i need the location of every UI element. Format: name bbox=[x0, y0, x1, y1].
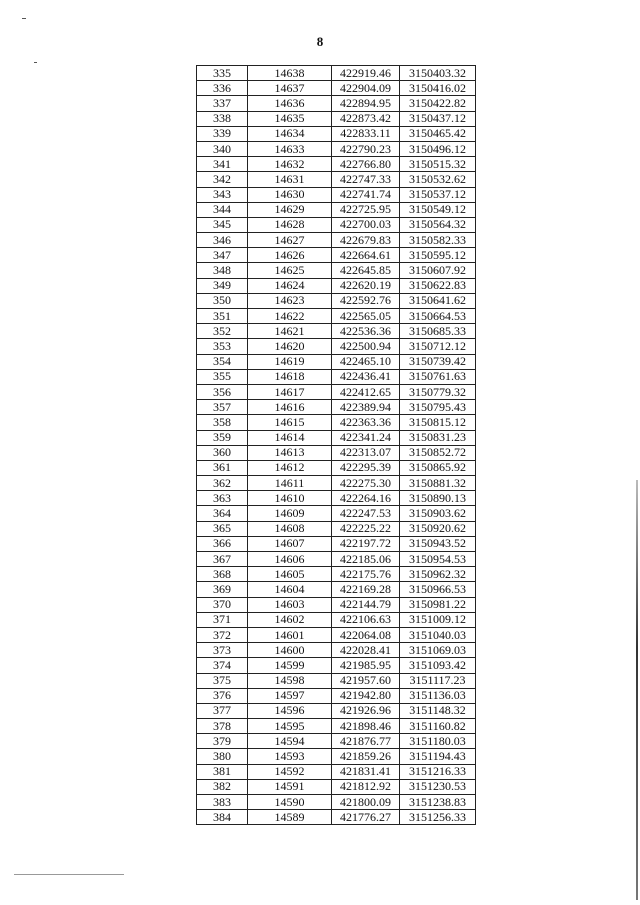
table-row bbox=[197, 293, 476, 308]
y-coordinate-cell: 3151194.43 bbox=[400, 749, 476, 764]
point-number-cell: 360 bbox=[197, 445, 248, 460]
point-id-cell: 14605 bbox=[248, 567, 332, 582]
x-coordinate-cell: 422275.30 bbox=[332, 476, 400, 491]
point-id-cell: 14632 bbox=[248, 157, 332, 172]
table-row bbox=[197, 217, 476, 232]
y-coordinate-cell: 3150465.42 bbox=[400, 126, 476, 141]
point-id-cell: 14619 bbox=[248, 354, 332, 369]
point-number-cell: 368 bbox=[197, 567, 248, 582]
point-id-cell: 14591 bbox=[248, 779, 332, 794]
y-coordinate-cell: 3151136.03 bbox=[400, 688, 476, 703]
point-id-cell: 14612 bbox=[248, 460, 332, 475]
point-id-cell: 14631 bbox=[248, 172, 332, 187]
point-number-cell: 384 bbox=[197, 810, 248, 825]
y-coordinate-cell: 3150815.12 bbox=[400, 415, 476, 430]
point-number-cell: 355 bbox=[197, 369, 248, 384]
point-id-cell: 14606 bbox=[248, 552, 332, 567]
point-id-cell: 14629 bbox=[248, 202, 332, 217]
x-coordinate-cell: 421859.26 bbox=[332, 749, 400, 764]
table-row bbox=[197, 688, 476, 703]
point-number-cell: 379 bbox=[197, 734, 248, 749]
point-number-cell: 375 bbox=[197, 673, 248, 688]
point-number-cell: 378 bbox=[197, 719, 248, 734]
point-id-cell: 14617 bbox=[248, 384, 332, 399]
y-coordinate-cell: 3150981.22 bbox=[400, 597, 476, 612]
point-id-cell: 14596 bbox=[248, 703, 332, 718]
point-number-cell: 343 bbox=[197, 187, 248, 202]
point-number-cell: 361 bbox=[197, 460, 248, 475]
point-number-cell: 363 bbox=[197, 491, 248, 506]
point-id-cell: 14593 bbox=[248, 749, 332, 764]
point-number-cell: 344 bbox=[197, 202, 248, 217]
x-coordinate-cell: 421876.77 bbox=[332, 734, 400, 749]
x-coordinate-cell: 421831.41 bbox=[332, 764, 400, 779]
table-row bbox=[197, 491, 476, 506]
table-row bbox=[197, 703, 476, 718]
point-number-cell: 358 bbox=[197, 415, 248, 430]
y-coordinate-cell: 3150532.62 bbox=[400, 172, 476, 187]
point-id-cell: 14592 bbox=[248, 764, 332, 779]
x-coordinate-cell: 422833.11 bbox=[332, 126, 400, 141]
x-coordinate-cell: 422536.36 bbox=[332, 324, 400, 339]
y-coordinate-cell: 3151009.12 bbox=[400, 612, 476, 627]
point-number-cell: 381 bbox=[197, 764, 248, 779]
scan-mark bbox=[34, 62, 37, 63]
table-row bbox=[197, 719, 476, 734]
point-id-cell: 14634 bbox=[248, 126, 332, 141]
point-number-cell: 351 bbox=[197, 309, 248, 324]
scan-mark bbox=[22, 18, 26, 19]
point-number-cell: 352 bbox=[197, 324, 248, 339]
point-number-cell: 376 bbox=[197, 688, 248, 703]
x-coordinate-cell: 422725.95 bbox=[332, 202, 400, 217]
table-row bbox=[197, 810, 476, 825]
table-row bbox=[197, 430, 476, 445]
x-coordinate-cell: 422620.19 bbox=[332, 278, 400, 293]
y-coordinate-cell: 3150685.33 bbox=[400, 324, 476, 339]
point-number-cell: 370 bbox=[197, 597, 248, 612]
point-id-cell: 14627 bbox=[248, 233, 332, 248]
point-number-cell: 341 bbox=[197, 157, 248, 172]
point-number-cell: 347 bbox=[197, 248, 248, 263]
point-number-cell: 340 bbox=[197, 141, 248, 156]
point-id-cell: 14620 bbox=[248, 339, 332, 354]
x-coordinate-cell: 422741.74 bbox=[332, 187, 400, 202]
y-coordinate-cell: 3150515.32 bbox=[400, 157, 476, 172]
table-row bbox=[197, 400, 476, 415]
point-number-cell: 336 bbox=[197, 81, 248, 96]
point-id-cell: 14637 bbox=[248, 81, 332, 96]
table-row bbox=[197, 202, 476, 217]
y-coordinate-cell: 3151160.82 bbox=[400, 719, 476, 734]
x-coordinate-cell: 422389.94 bbox=[332, 400, 400, 415]
y-coordinate-cell: 3150622.83 bbox=[400, 278, 476, 293]
y-coordinate-cell: 3150779.32 bbox=[400, 384, 476, 399]
point-id-cell: 14604 bbox=[248, 582, 332, 597]
point-id-cell: 14638 bbox=[248, 66, 332, 81]
table-row bbox=[197, 506, 476, 521]
coordinates-table-body bbox=[197, 66, 476, 825]
y-coordinate-cell: 3151069.03 bbox=[400, 643, 476, 658]
point-number-cell: 349 bbox=[197, 278, 248, 293]
x-coordinate-cell: 422919.46 bbox=[332, 66, 400, 81]
point-id-cell: 14624 bbox=[248, 278, 332, 293]
point-number-cell: 353 bbox=[197, 339, 248, 354]
y-coordinate-cell: 3150416.02 bbox=[400, 81, 476, 96]
x-coordinate-cell: 422185.06 bbox=[332, 552, 400, 567]
y-coordinate-cell: 3150943.52 bbox=[400, 536, 476, 551]
table-row bbox=[197, 582, 476, 597]
table-row bbox=[197, 521, 476, 536]
table-row bbox=[197, 81, 476, 96]
x-coordinate-cell: 422500.94 bbox=[332, 339, 400, 354]
x-coordinate-cell: 422465.10 bbox=[332, 354, 400, 369]
y-coordinate-cell: 3151238.83 bbox=[400, 795, 476, 810]
table-row bbox=[197, 309, 476, 324]
point-id-cell: 14636 bbox=[248, 96, 332, 111]
y-coordinate-cell: 3150852.72 bbox=[400, 445, 476, 460]
y-coordinate-cell: 3150422.82 bbox=[400, 96, 476, 111]
x-coordinate-cell: 422106.63 bbox=[332, 612, 400, 627]
point-id-cell: 14601 bbox=[248, 627, 332, 642]
point-number-cell: 335 bbox=[197, 66, 248, 81]
x-coordinate-cell: 421942.80 bbox=[332, 688, 400, 703]
x-coordinate-cell: 422247.53 bbox=[332, 506, 400, 521]
point-number-cell: 367 bbox=[197, 552, 248, 567]
y-coordinate-cell: 3150903.62 bbox=[400, 506, 476, 521]
y-coordinate-cell: 3150564.32 bbox=[400, 217, 476, 232]
y-coordinate-cell: 3151256.33 bbox=[400, 810, 476, 825]
table-row bbox=[197, 339, 476, 354]
point-id-cell: 14618 bbox=[248, 369, 332, 384]
table-row bbox=[197, 627, 476, 642]
x-coordinate-cell: 421812.92 bbox=[332, 779, 400, 794]
table-row bbox=[197, 476, 476, 491]
table-row bbox=[197, 324, 476, 339]
table-row bbox=[197, 233, 476, 248]
y-coordinate-cell: 3151180.03 bbox=[400, 734, 476, 749]
x-coordinate-cell: 422679.83 bbox=[332, 233, 400, 248]
x-coordinate-cell: 422313.07 bbox=[332, 445, 400, 460]
point-number-cell: 372 bbox=[197, 627, 248, 642]
y-coordinate-cell: 3150761.63 bbox=[400, 369, 476, 384]
y-coordinate-cell: 3150795.43 bbox=[400, 400, 476, 415]
point-id-cell: 14602 bbox=[248, 612, 332, 627]
y-coordinate-cell: 3150962.32 bbox=[400, 567, 476, 582]
y-coordinate-cell: 3150607.92 bbox=[400, 263, 476, 278]
x-coordinate-cell: 422766.80 bbox=[332, 157, 400, 172]
coordinates-table bbox=[196, 65, 476, 825]
x-coordinate-cell: 421926.96 bbox=[332, 703, 400, 718]
scan-mark bbox=[14, 874, 124, 875]
point-id-cell: 14625 bbox=[248, 263, 332, 278]
table-row bbox=[197, 673, 476, 688]
y-coordinate-cell: 3150595.12 bbox=[400, 248, 476, 263]
point-number-cell: 365 bbox=[197, 521, 248, 536]
y-coordinate-cell: 3150641.62 bbox=[400, 293, 476, 308]
x-coordinate-cell: 422064.08 bbox=[332, 627, 400, 642]
y-coordinate-cell: 3151216.33 bbox=[400, 764, 476, 779]
x-coordinate-cell: 422436.41 bbox=[332, 369, 400, 384]
point-id-cell: 14595 bbox=[248, 719, 332, 734]
y-coordinate-cell: 3150954.53 bbox=[400, 552, 476, 567]
point-number-cell: 371 bbox=[197, 612, 248, 627]
point-number-cell: 359 bbox=[197, 430, 248, 445]
point-id-cell: 14594 bbox=[248, 734, 332, 749]
point-number-cell: 337 bbox=[197, 96, 248, 111]
x-coordinate-cell: 422028.41 bbox=[332, 643, 400, 658]
table-row bbox=[197, 658, 476, 673]
point-number-cell: 369 bbox=[197, 582, 248, 597]
x-coordinate-cell: 422412.65 bbox=[332, 384, 400, 399]
point-id-cell: 14590 bbox=[248, 795, 332, 810]
table-row bbox=[197, 643, 476, 658]
table-row bbox=[197, 749, 476, 764]
point-number-cell: 377 bbox=[197, 703, 248, 718]
point-id-cell: 14607 bbox=[248, 536, 332, 551]
y-coordinate-cell: 3150537.12 bbox=[400, 187, 476, 202]
point-number-cell: 380 bbox=[197, 749, 248, 764]
y-coordinate-cell: 3150739.42 bbox=[400, 354, 476, 369]
table-row bbox=[197, 384, 476, 399]
y-coordinate-cell: 3150966.53 bbox=[400, 582, 476, 597]
table-row bbox=[197, 597, 476, 612]
table-row bbox=[197, 552, 476, 567]
table-row bbox=[197, 612, 476, 627]
table-row bbox=[197, 141, 476, 156]
x-coordinate-cell: 421776.27 bbox=[332, 810, 400, 825]
table-row bbox=[197, 795, 476, 810]
x-coordinate-cell: 422565.05 bbox=[332, 309, 400, 324]
x-coordinate-cell: 422197.72 bbox=[332, 536, 400, 551]
x-coordinate-cell: 422873.42 bbox=[332, 111, 400, 126]
point-id-cell: 14603 bbox=[248, 597, 332, 612]
x-coordinate-cell: 422664.61 bbox=[332, 248, 400, 263]
x-coordinate-cell: 422700.03 bbox=[332, 217, 400, 232]
point-id-cell: 14610 bbox=[248, 491, 332, 506]
x-coordinate-cell: 422341.24 bbox=[332, 430, 400, 445]
y-coordinate-cell: 3150890.13 bbox=[400, 491, 476, 506]
x-coordinate-cell: 421800.09 bbox=[332, 795, 400, 810]
point-id-cell: 14599 bbox=[248, 658, 332, 673]
x-coordinate-cell: 422790.23 bbox=[332, 141, 400, 156]
y-coordinate-cell: 3151230.53 bbox=[400, 779, 476, 794]
y-coordinate-cell: 3151148.32 bbox=[400, 703, 476, 718]
y-coordinate-cell: 3150712.12 bbox=[400, 339, 476, 354]
table-row bbox=[197, 248, 476, 263]
table-row bbox=[197, 66, 476, 81]
point-id-cell: 14635 bbox=[248, 111, 332, 126]
x-coordinate-cell: 422144.79 bbox=[332, 597, 400, 612]
point-number-cell: 350 bbox=[197, 293, 248, 308]
point-id-cell: 14609 bbox=[248, 506, 332, 521]
point-number-cell: 382 bbox=[197, 779, 248, 794]
point-number-cell: 364 bbox=[197, 506, 248, 521]
x-coordinate-cell: 422175.76 bbox=[332, 567, 400, 582]
point-number-cell: 374 bbox=[197, 658, 248, 673]
x-coordinate-cell: 422894.95 bbox=[332, 96, 400, 111]
table-row bbox=[197, 460, 476, 475]
point-id-cell: 14598 bbox=[248, 673, 332, 688]
page-number: 8 bbox=[316, 34, 324, 49]
y-coordinate-cell: 3151117.23 bbox=[400, 673, 476, 688]
point-id-cell: 14608 bbox=[248, 521, 332, 536]
point-id-cell: 14597 bbox=[248, 688, 332, 703]
point-id-cell: 14615 bbox=[248, 415, 332, 430]
point-number-cell: 356 bbox=[197, 384, 248, 399]
y-coordinate-cell: 3150582.33 bbox=[400, 233, 476, 248]
point-id-cell: 14613 bbox=[248, 445, 332, 460]
x-coordinate-cell: 422904.09 bbox=[332, 81, 400, 96]
table-row bbox=[197, 126, 476, 141]
y-coordinate-cell: 3150831.23 bbox=[400, 430, 476, 445]
x-coordinate-cell: 422645.85 bbox=[332, 263, 400, 278]
table-row bbox=[197, 369, 476, 384]
y-coordinate-cell: 3150865.92 bbox=[400, 460, 476, 475]
x-coordinate-cell: 422747.33 bbox=[332, 172, 400, 187]
x-coordinate-cell: 422363.36 bbox=[332, 415, 400, 430]
x-coordinate-cell: 421957.60 bbox=[332, 673, 400, 688]
point-number-cell: 338 bbox=[197, 111, 248, 126]
point-id-cell: 14633 bbox=[248, 141, 332, 156]
x-coordinate-cell: 422225.22 bbox=[332, 521, 400, 536]
y-coordinate-cell: 3151040.03 bbox=[400, 627, 476, 642]
table-row bbox=[197, 734, 476, 749]
y-coordinate-cell: 3150403.32 bbox=[400, 66, 476, 81]
table-row bbox=[197, 96, 476, 111]
table-row bbox=[197, 263, 476, 278]
point-number-cell: 362 bbox=[197, 476, 248, 491]
point-number-cell: 373 bbox=[197, 643, 248, 658]
table-row bbox=[197, 764, 476, 779]
y-coordinate-cell: 3150664.53 bbox=[400, 309, 476, 324]
point-id-cell: 14622 bbox=[248, 309, 332, 324]
point-id-cell: 14616 bbox=[248, 400, 332, 415]
point-id-cell: 14589 bbox=[248, 810, 332, 825]
point-id-cell: 14623 bbox=[248, 293, 332, 308]
x-coordinate-cell: 422169.28 bbox=[332, 582, 400, 597]
x-coordinate-cell: 421898.46 bbox=[332, 719, 400, 734]
table-row bbox=[197, 157, 476, 172]
point-number-cell: 354 bbox=[197, 354, 248, 369]
point-number-cell: 348 bbox=[197, 263, 248, 278]
point-id-cell: 14600 bbox=[248, 643, 332, 658]
x-coordinate-cell: 421985.95 bbox=[332, 658, 400, 673]
point-number-cell: 342 bbox=[197, 172, 248, 187]
point-id-cell: 14611 bbox=[248, 476, 332, 491]
table-row bbox=[197, 567, 476, 582]
table-row bbox=[197, 415, 476, 430]
point-number-cell: 345 bbox=[197, 217, 248, 232]
point-number-cell: 366 bbox=[197, 536, 248, 551]
point-id-cell: 14626 bbox=[248, 248, 332, 263]
table-row bbox=[197, 187, 476, 202]
x-coordinate-cell: 422295.39 bbox=[332, 460, 400, 475]
point-number-cell: 339 bbox=[197, 126, 248, 141]
y-coordinate-cell: 3150549.12 bbox=[400, 202, 476, 217]
x-coordinate-cell: 422592.76 bbox=[332, 293, 400, 308]
table-row bbox=[197, 278, 476, 293]
y-coordinate-cell: 3150881.32 bbox=[400, 476, 476, 491]
y-coordinate-cell: 3150920.62 bbox=[400, 521, 476, 536]
point-id-cell: 14621 bbox=[248, 324, 332, 339]
y-coordinate-cell: 3151093.42 bbox=[400, 658, 476, 673]
table-row bbox=[197, 779, 476, 794]
y-coordinate-cell: 3150496.12 bbox=[400, 141, 476, 156]
table-row bbox=[197, 111, 476, 126]
x-coordinate-cell: 422264.16 bbox=[332, 491, 400, 506]
point-number-cell: 346 bbox=[197, 233, 248, 248]
y-coordinate-cell: 3150437.12 bbox=[400, 111, 476, 126]
table-row bbox=[197, 172, 476, 187]
table-row bbox=[197, 536, 476, 551]
point-number-cell: 357 bbox=[197, 400, 248, 415]
point-id-cell: 14614 bbox=[248, 430, 332, 445]
scan-edge-shadow bbox=[636, 480, 638, 900]
table-row bbox=[197, 354, 476, 369]
table-row bbox=[197, 445, 476, 460]
point-id-cell: 14630 bbox=[248, 187, 332, 202]
point-id-cell: 14628 bbox=[248, 217, 332, 232]
point-number-cell: 383 bbox=[197, 795, 248, 810]
